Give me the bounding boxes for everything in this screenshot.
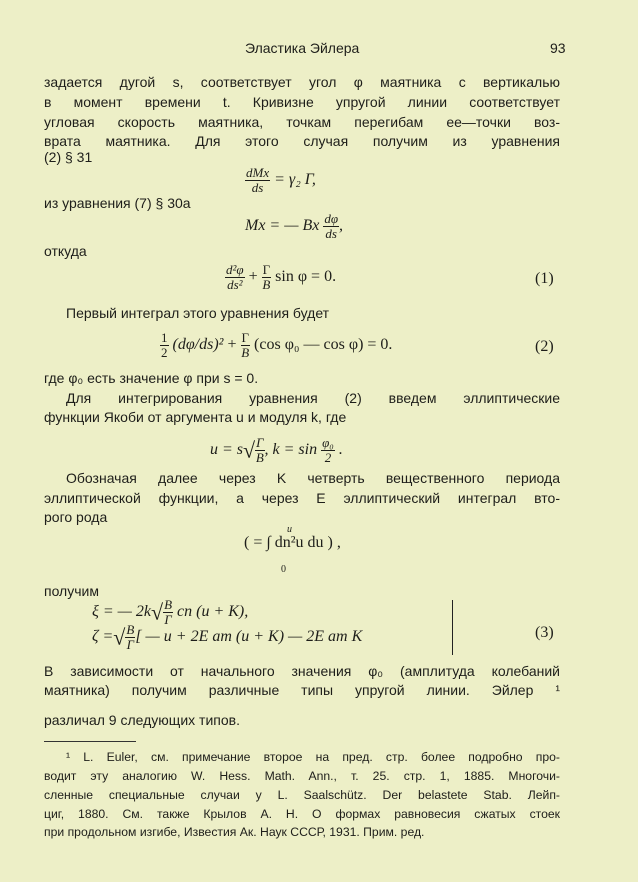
footnote-line: циг, 1880. См. также Крылов А. Н. О формах равновесия сжатых стоек <box>44 807 560 821</box>
footnote-line: сленные специальные случаи у L. Saalschütz. Der belastete Stab. Лейп- <box>44 788 560 802</box>
eq-lhs: ξ = — 2k <box>92 603 151 621</box>
equation-zeta <box>92 623 362 652</box>
text-line: рого рода <box>44 509 108 525</box>
eq-tail: , <box>339 217 344 235</box>
eq-numerator: dMx <box>246 165 270 180</box>
running-title: Эластика Эйлера <box>245 40 360 56</box>
eq-denominator: Γ <box>126 637 135 652</box>
eq-denominator: ds² <box>227 277 243 292</box>
text-line: из уравнения (7) § 30а <box>44 195 191 211</box>
eq-mid: , k = sin <box>264 441 318 459</box>
text-line: маятника) получим различные типы упругой линии. Эйлер ¹ <box>44 682 560 698</box>
eq-plus: + <box>248 268 258 286</box>
equation-Mx <box>245 212 343 241</box>
equation-1 <box>225 263 336 292</box>
eq-numerator: Γ <box>256 435 264 450</box>
text-line: угловая скорость маятника, точкам перегибам ее—точки воз- <box>44 114 560 130</box>
text-line: функции Якоби от аргумента u и модуля k, где <box>44 409 347 425</box>
footnote-divider <box>44 741 136 742</box>
eq-denominator: B <box>255 450 264 465</box>
equation-integral: ( = ∫ dn²u du ) , <box>244 534 341 551</box>
eq-derivative-squared: (dφ/ds)² <box>172 336 224 354</box>
text-line: различал 9 следующих типов. <box>44 712 240 728</box>
eq-rhs: (cos φ₀ — cos φ) = 0. <box>254 336 393 354</box>
eq-lhs: Mx = — Bx <box>245 217 320 235</box>
equation-dMx <box>245 166 316 195</box>
text-line: получим <box>44 583 99 599</box>
text-line: Первый интеграл этого уравнения будет <box>66 305 330 321</box>
eq-numerator: B <box>164 597 173 612</box>
text-line: в момент времени t. Кривизне упругой линии соответствует <box>44 94 560 110</box>
sqrt-sign: √ <box>113 624 126 650</box>
eq-tail: . <box>338 441 343 459</box>
text-line: В зависимости от начального значения φ₀ (амплитуда колебаний <box>44 663 560 679</box>
eq-denominator: 2 <box>161 345 168 360</box>
equation-u-k <box>210 436 343 465</box>
page-number: 93 <box>550 40 566 56</box>
footnote-line: водит эту аналогию W. Hess. Math. Ann., т. 25. стр. 1, 1885. Многочи- <box>44 769 560 783</box>
eq-denominator: B <box>241 345 250 360</box>
eq-denominator: B <box>262 277 271 292</box>
eq-numerator: Γ <box>262 262 271 277</box>
eq-numerator: d²φ <box>226 262 244 277</box>
footnote-line: при продольном изгибе, Известия Ак. Наук СССР, 1931. Прим. ред. <box>44 825 425 839</box>
eq-denominator: ds <box>325 226 337 241</box>
eq-denominator: 2 <box>324 450 332 465</box>
eq-rhs: sin φ = 0. <box>275 268 337 286</box>
eq-rhs: cn (u + K), <box>177 603 249 621</box>
text-line: Для интегрирования уравнения (2) введем эллиптические <box>66 390 560 406</box>
text-line: врата маятника. Для этого случая получим из уравнения <box>44 133 560 149</box>
eq-numerator: Γ <box>241 330 250 345</box>
equation-2: $\frac{1}{2}$ (dφ/ds)² + $\frac{\Gamma}{B}$ (cos φ₀ — cos φ) = 0. <box>161 330 393 360</box>
text-line: откуда <box>44 243 87 259</box>
integral-lower-limit: 0 <box>281 564 286 575</box>
eq-lhs: u = s <box>210 441 244 459</box>
footnote-line: ¹ L. Euler, см. примечание второе на пред. стр. более подробно про- <box>66 750 560 764</box>
eq-rhs: = γ₂ Γ, <box>274 171 316 189</box>
eq-denominator: ds <box>251 180 264 195</box>
text-line: где φ₀ есть значение φ при s = 0. <box>44 370 259 386</box>
text-line: (2) § 31 <box>44 149 93 165</box>
equation-number: (3) <box>535 624 554 641</box>
equation-brace-bar <box>452 600 453 655</box>
text-line: задается дугой s, соответствует угол φ маятника с вертикалью <box>44 74 560 90</box>
eq-rhs: [ — u + 2E am (u + K) — 2E am K <box>135 628 363 646</box>
sqrt-sign: √ <box>243 437 256 463</box>
text-line: Обозначая далее через K четверть вещественного периода <box>66 470 560 486</box>
eq-lhs: ζ = <box>92 628 114 646</box>
eq-numerator: dφ <box>324 211 339 226</box>
eq-numerator: φ₀ <box>322 435 334 450</box>
eq-numerator: 1 <box>161 330 168 345</box>
eq-denominator: Γ <box>164 612 172 627</box>
text-line: эллиптической функции, а через E эллиптический интеграл вто- <box>44 490 560 506</box>
integral-upper-limit: u <box>287 524 292 535</box>
eq-numerator: B <box>126 622 135 637</box>
equation-number: (2) <box>535 338 554 355</box>
equation-number: (1) <box>535 270 554 287</box>
sqrt-sign: √ <box>150 599 164 625</box>
